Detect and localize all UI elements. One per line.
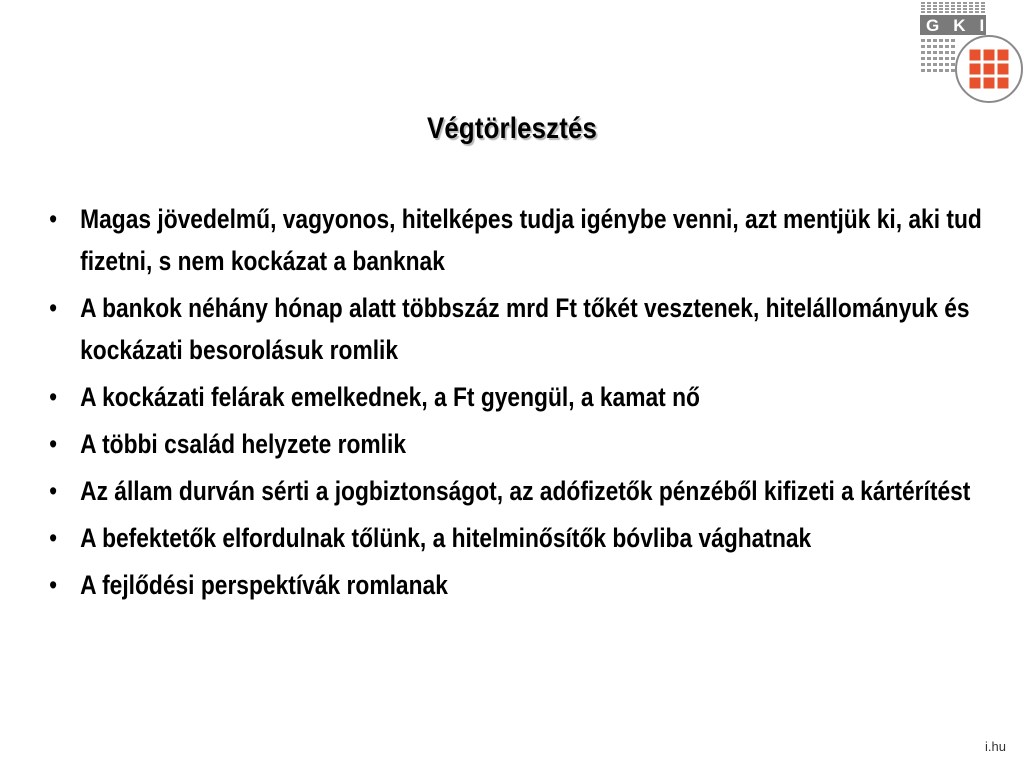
logo-dot <box>975 11 979 13</box>
logo-dot <box>921 63 925 66</box>
bullet-dot: • <box>49 429 58 459</box>
logo-dot <box>921 57 925 60</box>
bullet-item <box>44 198 1024 282</box>
logo-dot <box>939 11 943 13</box>
logo-dot <box>951 51 955 54</box>
bullet-text: A fejlődési perspektívák romlanak <box>80 570 448 600</box>
bullet-item <box>44 287 1024 371</box>
bullet-item <box>44 470 1024 512</box>
logo-dot <box>927 63 931 66</box>
bullet-text: A bankok néhány hónap alatt többszáz mrd Ft tőkét vesztenek, hitelállományuk és kockázati besorolásuk romlik <box>80 293 970 365</box>
slide-title: Végtörlesztés <box>426 112 598 145</box>
logo-dot <box>969 8 973 10</box>
logo-dot <box>939 8 943 10</box>
logo-dot <box>933 39 937 42</box>
logo-red-square <box>984 50 995 61</box>
logo-dot <box>945 11 949 13</box>
logo-dot <box>963 8 967 10</box>
logo-text: GKI <box>926 16 999 35</box>
logo-red-square <box>998 50 1009 61</box>
logo-dot <box>927 57 931 60</box>
bullet-dot: • <box>49 476 58 506</box>
logo-dot <box>921 11 925 13</box>
bullet-list <box>44 198 1004 611</box>
logo-dot <box>951 69 955 72</box>
logo-dot <box>921 45 925 48</box>
logo-dot <box>951 45 955 48</box>
logo-dot <box>945 51 949 54</box>
logo-dot <box>951 39 955 42</box>
logo-dot <box>951 11 955 13</box>
logo-dot <box>969 2 973 4</box>
logo-dot <box>921 5 925 7</box>
logo-red-square <box>970 64 981 75</box>
logo-dot <box>939 69 943 72</box>
logo-dot <box>921 69 925 72</box>
logo-dot <box>933 63 937 66</box>
gki-logo <box>918 0 1024 108</box>
bullet-dot: • <box>49 293 58 323</box>
bullet-text: Az állam durván sérti a jogbiztonságot, az adófizetők pénzéből kifizeti a kártérítést <box>80 476 971 506</box>
logo-dot <box>963 11 967 13</box>
logo-dot <box>963 2 967 4</box>
bullet-text: A többi család helyzete romlik <box>80 429 407 459</box>
logo-dot <box>981 2 985 4</box>
bullet-text: A befektetők elfordulnak tőlünk, a hitelminősítők bóvliba vághatnak <box>80 523 812 553</box>
logo-dot <box>939 51 943 54</box>
bullet-item <box>44 564 1024 606</box>
bullet-item <box>44 517 1024 559</box>
logo-red-square <box>970 78 981 89</box>
logo-dot <box>933 11 937 13</box>
logo-dot <box>939 45 943 48</box>
bullet-dot: • <box>49 523 58 553</box>
footer-text: i.hu <box>985 739 1006 754</box>
bullet-item <box>44 376 1024 418</box>
logo-dot <box>927 69 931 72</box>
logo-dot <box>927 39 931 42</box>
logo-dot <box>945 57 949 60</box>
logo-dot <box>927 8 931 10</box>
logo-dot <box>957 11 961 13</box>
logo-dot <box>975 8 979 10</box>
logo-dot <box>933 5 937 7</box>
logo-dot <box>981 8 985 10</box>
bullet-item <box>44 423 1024 465</box>
logo-dot <box>957 2 961 4</box>
logo-dot <box>927 51 931 54</box>
logo-dot <box>939 57 943 60</box>
logo-dot <box>933 57 937 60</box>
logo-dot <box>963 5 967 7</box>
logo-red-square <box>998 78 1009 89</box>
logo-dot <box>945 69 949 72</box>
logo-dot <box>927 11 931 13</box>
logo-dot <box>951 2 955 4</box>
logo-dot <box>945 2 949 4</box>
logo-dot <box>945 8 949 10</box>
logo-dot <box>933 45 937 48</box>
bullet-dot: • <box>49 570 58 600</box>
logo-dot <box>975 5 979 7</box>
logo-red-square <box>998 64 1009 75</box>
logo-dot <box>933 8 937 10</box>
logo-dot <box>921 39 925 42</box>
logo-dot <box>951 8 955 10</box>
logo-dot <box>933 69 937 72</box>
logo-dot <box>933 51 937 54</box>
logo-dot <box>927 2 931 4</box>
logo-dot <box>969 5 973 7</box>
logo-dot <box>945 45 949 48</box>
logo-dot <box>945 63 949 66</box>
logo-dot <box>921 51 925 54</box>
logo-dot <box>951 57 955 60</box>
logo-dot <box>939 2 943 4</box>
bullet-dot: • <box>49 382 58 412</box>
logo-dot <box>933 2 937 4</box>
logo-dot <box>951 5 955 7</box>
logo-dot <box>969 11 973 13</box>
logo-dot <box>927 45 931 48</box>
bullet-dot: • <box>49 204 58 234</box>
logo-red-square <box>984 64 995 75</box>
logo-red-square <box>970 50 981 61</box>
logo-dot <box>981 5 985 7</box>
logo-dot <box>951 63 955 66</box>
logo-dot <box>975 2 979 4</box>
logo-dot <box>957 8 961 10</box>
logo-dot <box>921 8 925 10</box>
logo-dot <box>921 2 925 4</box>
logo-dot <box>957 5 961 7</box>
bullet-text: A kockázati felárak emelkednek, a Ft gyengül, a kamat nő <box>80 382 700 412</box>
logo-dot <box>945 5 949 7</box>
logo-dot <box>939 39 943 42</box>
bullet-text: Magas jövedelmű, vagyonos, hitelképes tudja igénybe venni, azt mentjük ki, aki tud fizetni, s nem kockázat a banknak <box>80 204 982 276</box>
logo-dot <box>939 63 943 66</box>
logo-red-squares <box>970 50 1009 89</box>
logo-dot <box>981 11 985 13</box>
logo-dot <box>945 39 949 42</box>
logo-red-square <box>984 78 995 89</box>
logo-dot <box>939 5 943 7</box>
logo-dot <box>927 5 931 7</box>
